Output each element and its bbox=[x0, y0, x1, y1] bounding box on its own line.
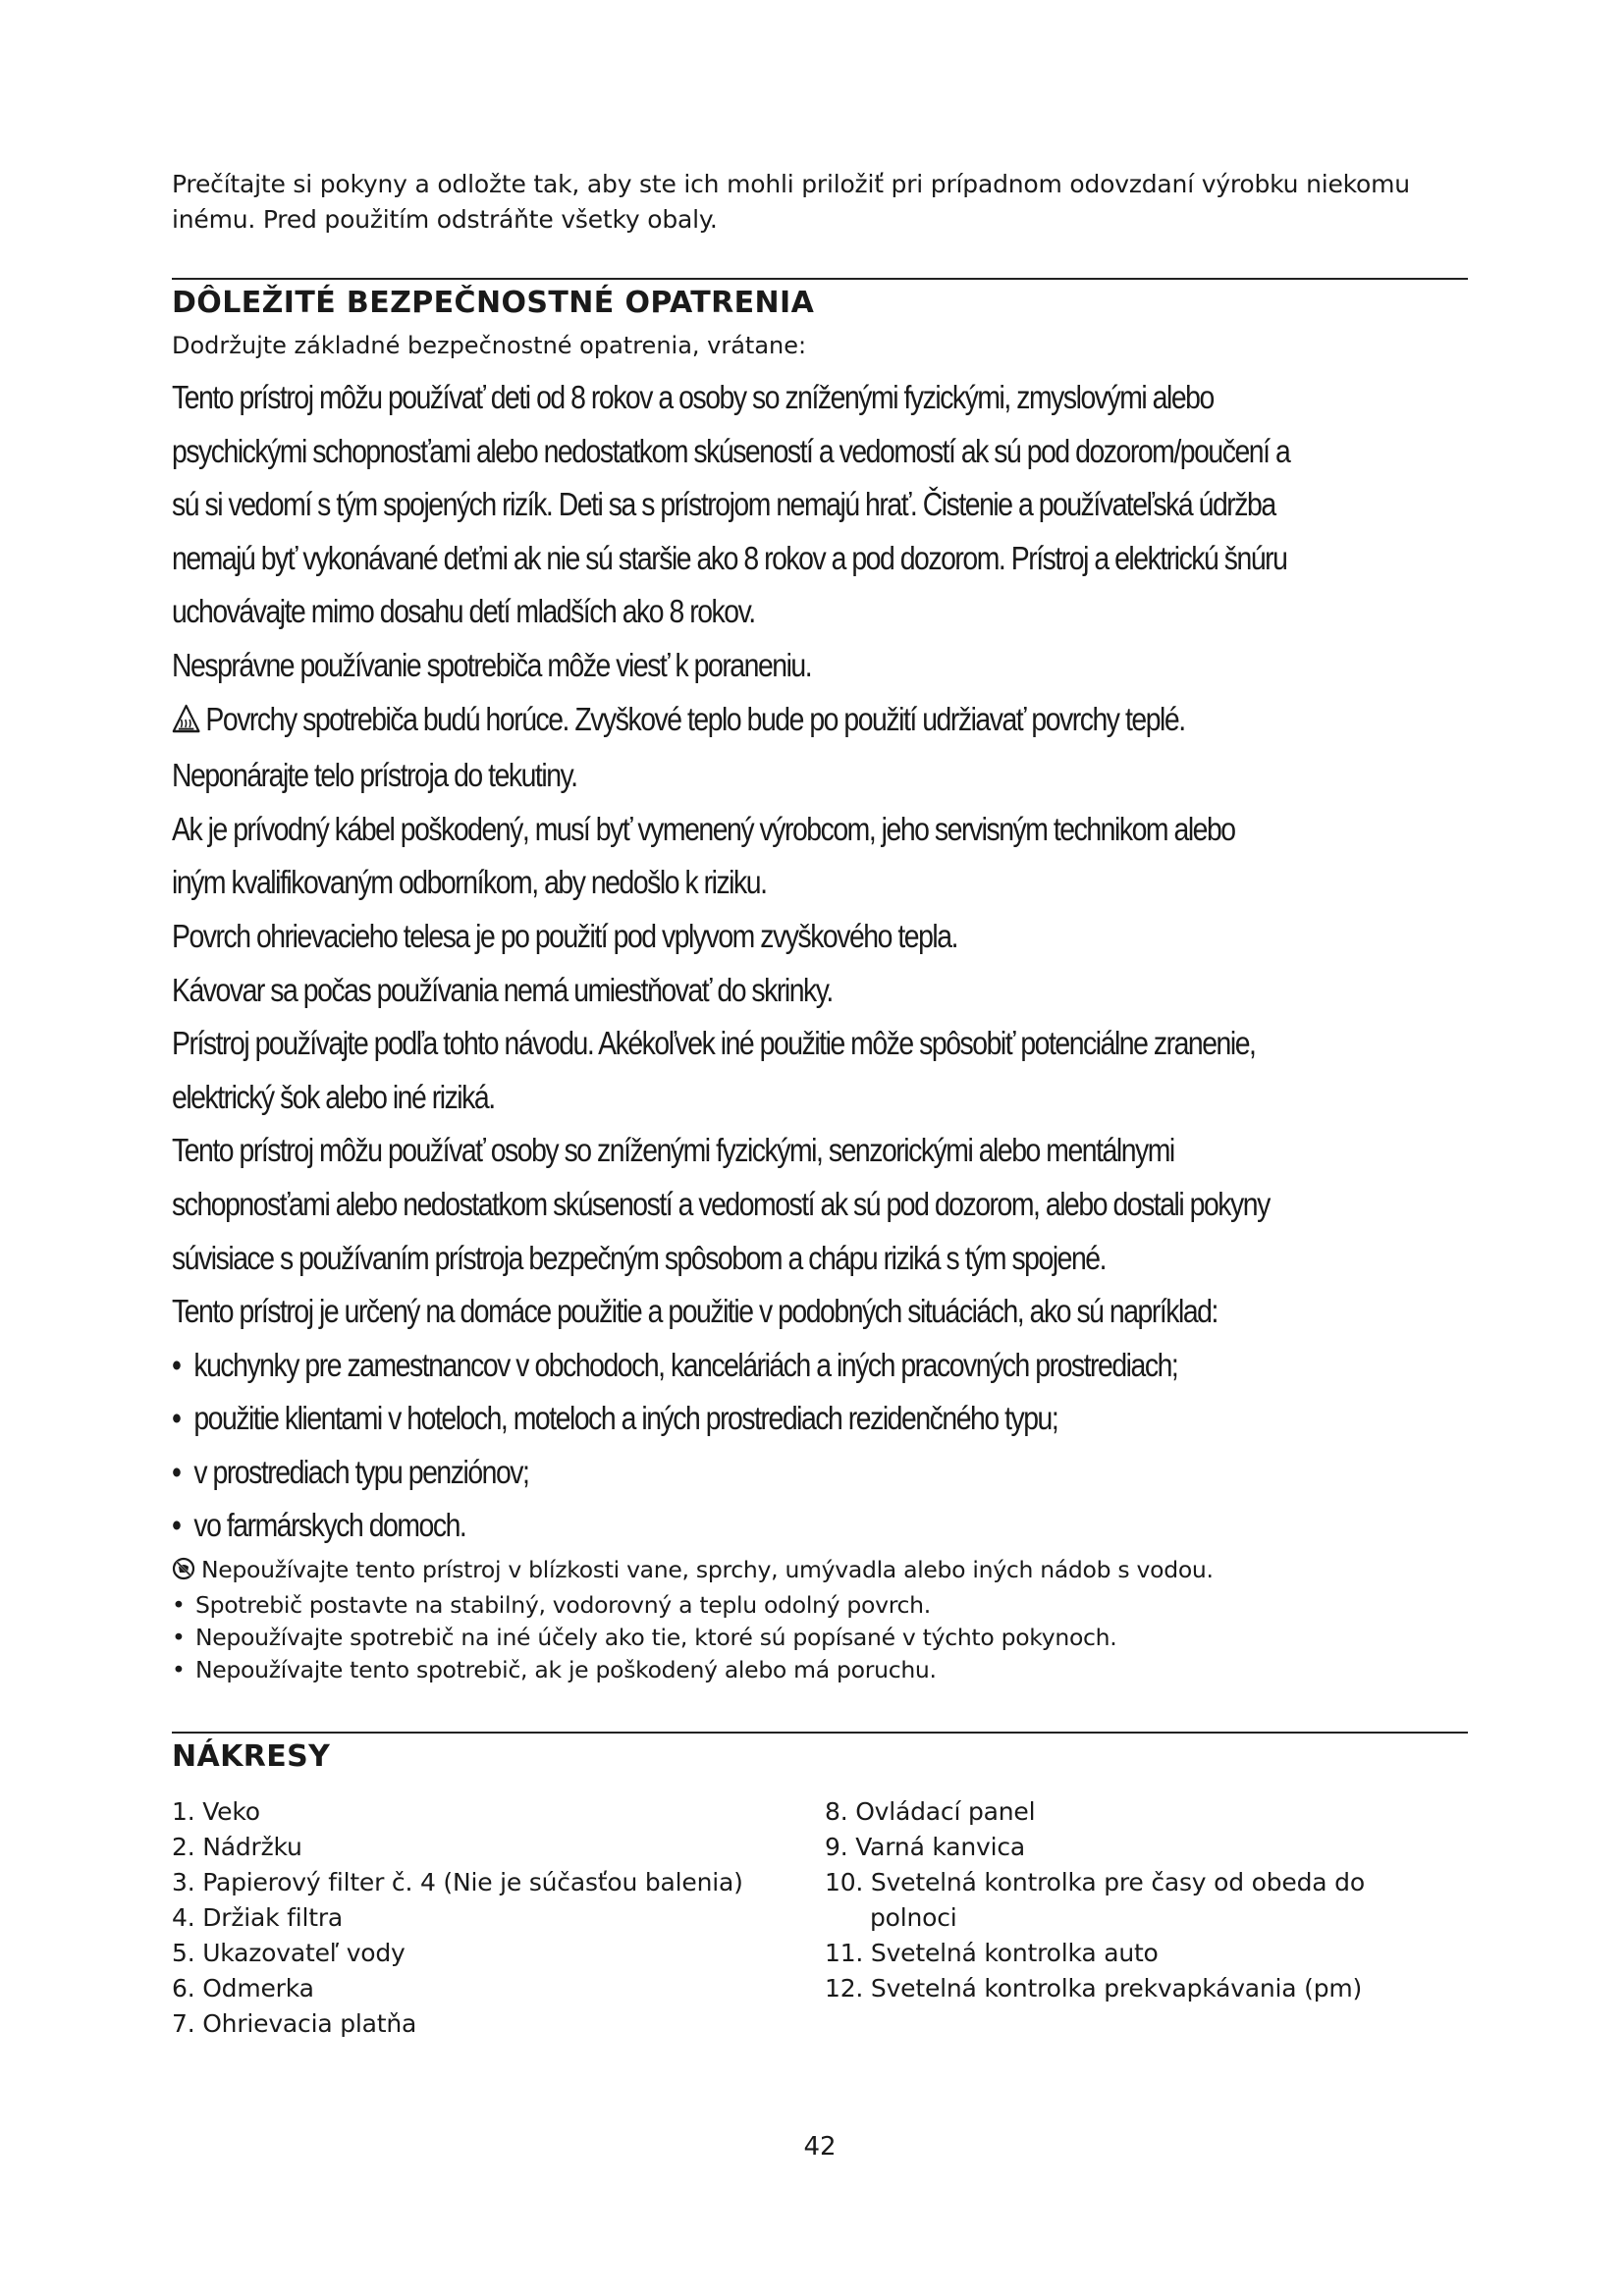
part-item: 8. Ovládací panel bbox=[825, 1797, 1036, 1826]
part-item: 9. Varná kanvica bbox=[825, 1833, 1026, 1861]
part-item: 5. Ukazovateľ vody bbox=[172, 1939, 406, 1967]
intro-paragraph bbox=[172, 167, 1468, 238]
safety-line: Prístroj používajte podľa tohto návodu. Akékoľvek iné použitie môže spôsobiť potenciálne zranenie, bbox=[172, 1025, 1256, 1062]
safety-line: Neponárajte telo prístroja do tekutiny. bbox=[172, 757, 577, 794]
parts-list-left bbox=[172, 1794, 743, 2042]
warning-bullet: • Spotrebič postavte na stabilný, vodorovný a teplu odolný povrch. bbox=[172, 1589, 1468, 1622]
safety-line: Nesprávne používanie spotrebiča môže viesť k poraneniu. bbox=[172, 646, 812, 683]
drawings-heading: NÁKRESY bbox=[172, 1739, 331, 1774]
part-item: 4. Držiak filtra bbox=[172, 1903, 344, 1932]
safety-line-text: Povrchy spotrebiča budú horúce. Zvyškové teplo bude po použití udržiavať povrchy teplé. bbox=[205, 700, 1185, 737]
additional-warnings bbox=[172, 1554, 1468, 1686]
no-water-icon bbox=[172, 1557, 195, 1589]
safety-subheading: Dodržujte základné bezpečnostné opatrenia, vrátane: bbox=[172, 332, 807, 359]
safety-line: iným kvalifikovaným odborníkom, aby nedošlo k riziku. bbox=[172, 864, 767, 901]
part-item: 10. Svetelná kontrolka pre časy od obeda do bbox=[825, 1868, 1365, 1896]
warning-bullet: • Nepoužívajte tento spotrebič, ak je poškodený alebo má poruchu. bbox=[172, 1654, 1468, 1686]
part-item: 11. Svetelná kontrolka auto bbox=[825, 1939, 1159, 1967]
part-item: 3. Papierový filter č. 4 (Nie je súčasťou balenia) bbox=[172, 1868, 743, 1896]
safety-instructions bbox=[172, 371, 1468, 1553]
usage-bullet: • kuchynky pre zamestnancov v obchodoch, kanceláriách a iných pracovných prostrediach; bbox=[172, 1339, 1468, 1393]
safety-line: psychickými schopnosťami alebo nedostatkom skúseností a vedomostí ak sú pod dozorom/poučení a bbox=[172, 432, 1290, 469]
page-number: 42 bbox=[803, 2132, 837, 2162]
part-item: 7. Ohrievacia platňa bbox=[172, 2009, 417, 2038]
intro-line: inému. Pred použitím odstráňte všetky obaly. bbox=[172, 205, 718, 234]
safety-line: Kávovar sa počas používania nemá umiestňovať do skrinky. bbox=[172, 971, 833, 1008]
safety-line-hot bbox=[172, 693, 1468, 750]
safety-heading: DÔLEŽITÉ BEZPEČNOSTNÉ OPATRENIA bbox=[172, 286, 815, 320]
safety-line: súvisiace s používaním prístroja bezpečným spôsobom a chápu riziká s tým spojené. bbox=[172, 1239, 1107, 1276]
no-water-text: Nepoužívajte tento prístroj v blízkosti vane, sprchy, umývadla alebo iných nádob s vodou. bbox=[201, 1556, 1214, 1583]
safety-line: schopnosťami alebo nedostatkom skúseností a vedomostí ak sú pod dozorom, alebo dostali pokyny bbox=[172, 1185, 1270, 1222]
safety-line: Tento prístroj je určený na domáce použitie a použitie v podobných situáciách, ako sú napríklad: bbox=[172, 1293, 1218, 1330]
section-divider bbox=[172, 278, 1468, 280]
no-water-warning bbox=[172, 1554, 1468, 1589]
warning-bullet: • Nepoužívajte spotrebič na iné účely ako tie, ktoré sú popísané v týchto pokynoch. bbox=[172, 1622, 1468, 1654]
section-divider bbox=[172, 1732, 1468, 1734]
parts-list-right bbox=[825, 1794, 1365, 2006]
safety-line: Tento prístroj môžu používať deti od 8 rokov a osoby so zníženými fyzickými, zmyslovými alebo bbox=[172, 379, 1214, 415]
usage-bullet: • použitie klientami v hoteloch, moteloch a iných prostrediach rezidenčného typu; bbox=[172, 1392, 1468, 1446]
safety-line: sú si vedomí s tým spojených rizík. Deti sa s prístrojom nemajú hrať. Čistenie a používateľská údržba bbox=[172, 486, 1275, 523]
safety-line: Povrch ohrievacieho telesa je po použití pod vplyvom zvyškového tepla. bbox=[172, 917, 958, 954]
part-item: 6. Odmerka bbox=[172, 1974, 314, 2002]
safety-line: uchovávajte mimo dosahu detí mladších ako 8 rokov. bbox=[172, 593, 755, 630]
safety-line: Ak je prívodný kábel poškodený, musí byť vymenený výrobcom, jeho servisným technikom alebo bbox=[172, 810, 1235, 847]
safety-line: nemajú byť vykonávané deťmi ak nie sú staršie ako 8 rokov a pod dozorom. Prístroj a elektrickú šnúru bbox=[172, 539, 1287, 576]
part-item: 12. Svetelná kontrolka prekvapkávania (pm) bbox=[825, 1974, 1363, 2002]
usage-bullet: • v prostrediach typu penziónov; bbox=[172, 1446, 1468, 1500]
safety-line: Tento prístroj môžu používať osoby so zníženými fyzickými, senzorickými alebo mentálnymi bbox=[172, 1132, 1174, 1169]
part-item: 1. Veko bbox=[172, 1797, 260, 1826]
usage-bullet: • vo farmárskych domoch. bbox=[172, 1499, 1468, 1553]
part-item: 2. Nádržku bbox=[172, 1833, 302, 1861]
part-item-continuation: polnoci bbox=[870, 1903, 957, 1932]
safety-line: elektrický šok alebo iné riziká. bbox=[172, 1078, 495, 1115]
hot-surface-warning-icon bbox=[172, 696, 200, 750]
intro-line: Prečítajte si pokyny a odložte tak, aby ste ich mohli priložiť pri prípadnom odovzdaní výrobku niekomu bbox=[172, 170, 1410, 198]
